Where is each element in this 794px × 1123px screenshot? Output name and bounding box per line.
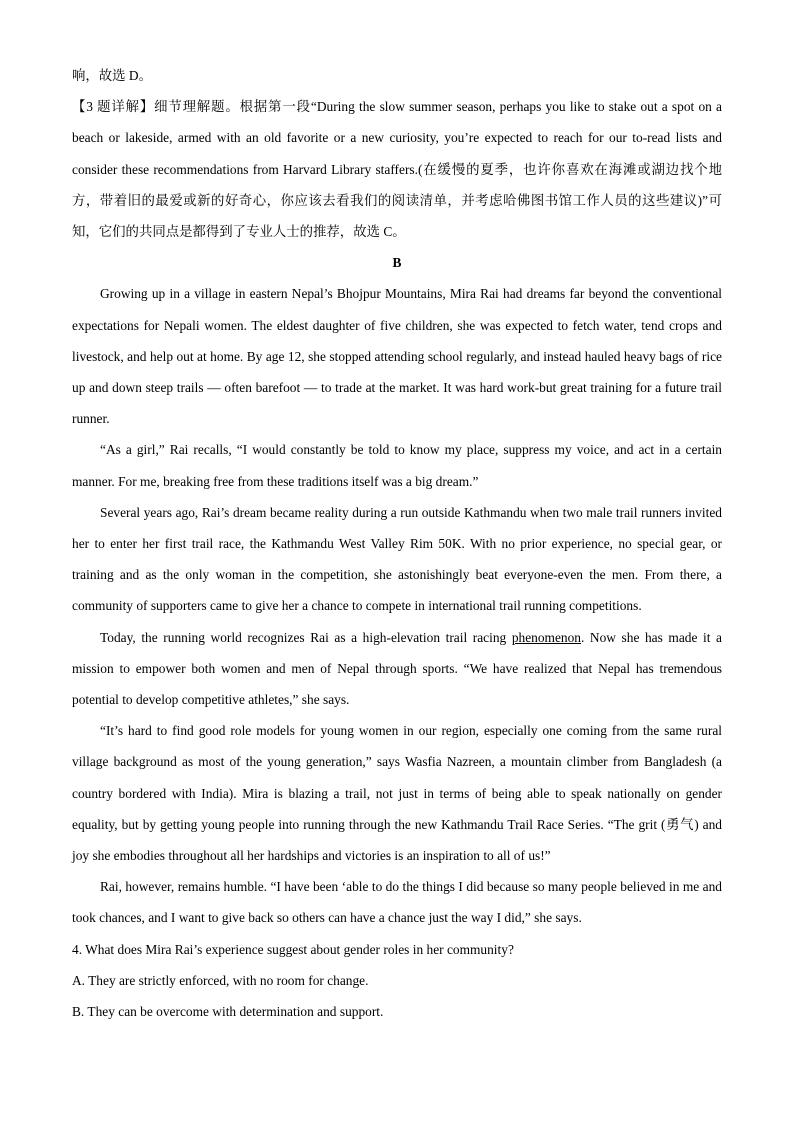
passage-paragraph-4	[72, 622, 722, 716]
underlined-word: phenomenon	[511, 629, 581, 645]
passage-paragraph-4-start: Today, the running world recognizes Rai as a high-elevation trail racing	[100, 629, 512, 645]
passage-paragraph-1: Growing up in a village in eastern Nepal’s Bhojpur Mountains, Mira Rai had dreams far beyond the conventional expectations for Nepali women. The eldest daughter of five children, she was expected to fetch water, tend crops and livestock, and help out at home. By age 12, she stopped attending school regularly, and instead hauled heavy bags of rice up and down steep trails — often barefoot — to trade at the market. It was hard work-but great training for a future trail runner.	[72, 286, 722, 427]
passage-paragraph-6: Rai, however, remains humble. “I have been ‘able to do the things I did because so many people believed in me and took chances, and I want to give back so others can have a chance just the way I did,” she says.	[72, 879, 722, 926]
explanation-tag: 【3 题详解】	[72, 99, 155, 115]
page-content	[72, 60, 722, 1027]
question-option-a: A. They are strictly enforced, with no room for change.	[72, 972, 369, 988]
question-option-b: B. They can be overcome with determination and support.	[72, 1004, 384, 1020]
passage-paragraph-2: “As a girl,” Rai recalls, “I would constantly be told to know my place, suppress my voice, and act in a certain manner. For me, breaking free from these traditions itself was a big dream.”	[72, 442, 722, 489]
explanation-text: 细节理解题。根据第一段“During the slow summer season, perhaps you like to stake out a spot on a beach or lakeside, armed with an old favorite or a new curiosity, you’re expected to reach for our to-read lists and consider these recommendations from Harvard Library staffers.(在缓慢的夏季，也许你喜欢在海滩或湖边找个地方，带着旧的最爱或新的好奇心，你应该去看我们的阅读清单，并考虑哈佛图书馆工作人员的这些建议)”可知，它们的共同点是都得到了专业人士的推荐，故选 C。	[72, 99, 722, 240]
answer-tail: 响，故选 D。	[72, 68, 152, 83]
section-heading: B	[392, 255, 402, 271]
passage-paragraph-3: Several years ago, Rai’s dream became reality during a run outside Kathmandu when two male trail runners invited her to enter her first trail race, the Kathmandu West Valley Rim 50K. With no prior experience, no special gear, or training and as the only woman in the competition, she astonishingly beat everyone-even the men. From there, a community of supporters came to give her a chance to compete in international trail running competitions.	[72, 504, 722, 614]
explanation-paragraph	[72, 91, 722, 247]
passage-paragraph-5: “It’s hard to find good role models for young women in our region, especially one coming from the same rural village background as most of the young generation,” says Wasfia Nazreen, a mountain climber from Bangladesh (a country bordered with India). Mira is blazing a trail, not just in terms of being able to speak nationally on gender equality, but by getting young people into running through the new Kathmandu Trail Race Series. “The grit (勇气) and joy she embodies throughout all her hardships and victories is an inspiration to all of us!”	[72, 723, 722, 864]
passage-paragraph-4-end: . Now she has made it a mission to empower both women and men of Nepal through sports. “We have realized that Nepal has tremendous potential to develop competitive athletes,” she says.	[72, 629, 722, 708]
question-stem: 4. What does Mira Rai’s experience suggest about gender roles in her community?	[72, 941, 514, 957]
